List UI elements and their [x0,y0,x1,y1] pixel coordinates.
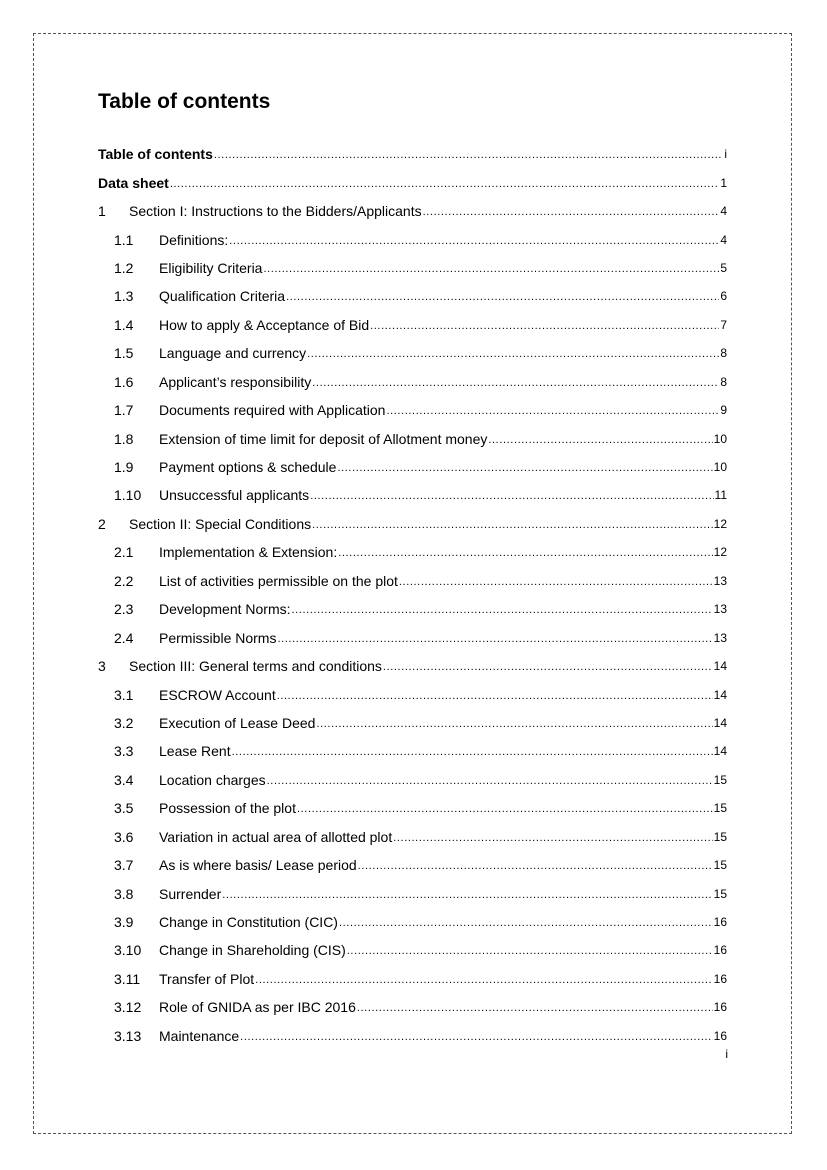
toc-entry[interactable] [98,936,727,964]
toc-dot-leader [229,232,719,248]
toc-entry-page: 13 [713,573,727,588]
toc-entry[interactable] [98,339,727,367]
toc-dot-leader [383,658,713,674]
toc-dot-leader [170,175,720,191]
toc-entry-number: 3.6 [114,828,134,845]
footer-page-number: i [725,1047,728,1061]
toc-entry[interactable] [98,908,727,936]
toc-dot-leader [240,1028,712,1044]
toc-entry-title: Unsuccessful applicants [159,487,310,504]
toc-entry-title: As is where basis/ Lease period [159,857,357,874]
toc-entry[interactable] [98,737,727,765]
toc-entry-title: Table of contents [98,146,213,163]
toc-dot-leader [277,630,712,646]
toc-entry[interactable] [98,1022,727,1050]
toc-entry-title: Section I: Instructions to the Bidders/Applicants [129,203,422,220]
toc-entry-title: Change in Shareholding (CIS) [159,942,346,959]
toc-entry-number: 3.5 [114,800,134,817]
toc-entry-title: Extension of time limit for deposit of Allotment money [159,430,488,447]
toc-entry-page: 13 [713,630,727,645]
toc-entry[interactable] [98,481,727,509]
toc-entry[interactable] [98,368,727,396]
toc-entry-title: Development Norms: [159,601,291,618]
toc-entry[interactable] [98,680,727,708]
toc-dot-leader [232,743,713,759]
toc-entry-title: Language and currency [159,345,307,362]
toc-entry-number: 1.8 [114,430,134,447]
toc-entry-number: 2.1 [114,544,134,561]
toc-entry-title: Qualification Criteria [159,288,286,305]
toc-entry-number: 1.2 [114,259,134,276]
toc-entry-page: 14 [713,744,727,759]
toc-entry-page: 15 [713,858,727,873]
toc-entry-number: 2.2 [114,572,134,589]
toc-dot-leader [310,487,713,503]
toc-entry[interactable] [98,538,727,566]
table-of-contents [98,140,727,1050]
toc-entry-page: 1 [720,175,727,190]
toc-entry-title: Payment options & schedule [159,459,337,476]
toc-dot-leader [222,886,712,902]
toc-entry-title: Surrender [159,885,222,902]
toc-entry-title: Permissible Norms [159,629,277,646]
toc-entry-number: 3 [98,658,106,675]
toc-entry[interactable] [98,794,727,822]
toc-entry-title: Documents required with Application [159,402,386,419]
toc-dot-leader [370,317,719,333]
toc-entry-number: 1 [98,203,106,220]
toc-dot-leader [255,971,712,987]
toc-entry-title: Implementation & Extension: [159,544,338,561]
toc-dot-leader [263,260,719,276]
toc-entry-title: Variation in actual area of allotted plot [159,828,393,845]
toc-entry-page: 14 [713,687,727,702]
toc-entry[interactable] [98,510,727,538]
toc-entry-page: 15 [713,829,727,844]
toc-dot-leader [337,459,712,475]
toc-entry[interactable] [98,254,727,282]
toc-dot-leader [297,800,713,816]
toc-entry-title: Change in Constitution (CIC) [159,914,338,931]
toc-entry[interactable] [98,140,727,168]
toc-entry-title: Section II: Special Conditions [129,515,312,532]
toc-entry-title: Section III: General terms and conditions [129,658,382,675]
toc-entry-page: i [724,147,727,162]
toc-entry-page: 4 [720,204,727,219]
toc-entry-number: 2.3 [114,601,134,618]
toc-dot-leader [347,942,713,958]
toc-entry-page: 15 [713,772,727,787]
toc-entry-page: 16 [713,971,727,986]
toc-entry[interactable] [98,851,727,879]
toc-entry-number: 1.5 [114,345,134,362]
toc-dot-leader [358,857,713,873]
toc-entry-number: 1.7 [114,402,134,419]
toc-dot-leader [488,431,712,447]
toc-entry-page: 5 [720,260,727,275]
toc-entry-page: 12 [713,516,727,531]
toc-entry-page: 6 [720,289,727,304]
toc-entry-page: 9 [720,403,727,418]
toc-entry-title: Definitions: [159,231,229,248]
toc-entry[interactable] [98,424,727,452]
toc-entry[interactable] [98,993,727,1021]
toc-entry-number: 3.7 [114,857,134,874]
toc-entry-number: 3.8 [114,885,134,902]
toc-entry-number: 3.12 [114,999,142,1016]
toc-entry-page: 8 [720,374,727,389]
toc-dot-leader [307,345,719,361]
toc-entry[interactable] [98,595,727,623]
toc-entry-title: List of activities permissible on the plot [159,572,398,589]
toc-entry-page: 15 [713,886,727,901]
toc-dot-leader [277,687,713,703]
toc-dot-leader [292,601,713,617]
toc-entry-number: 3.4 [114,771,134,788]
toc-entry[interactable] [98,168,727,196]
toc-entry[interactable] [98,709,727,737]
toc-dot-leader [393,829,712,845]
toc-entry-title: ESCROW Account [159,686,276,703]
toc-entry[interactable] [98,225,727,253]
toc-dot-leader [312,374,719,390]
toc-entry-page: 10 [713,460,727,475]
toc-dot-leader [338,544,712,560]
toc-dot-leader [423,203,720,219]
toc-dot-leader [386,402,719,418]
toc-entry-number: 1.1 [114,231,134,248]
toc-entry-number: 1.6 [114,373,134,390]
toc-entry-number: 3.13 [114,1027,142,1044]
toc-entry[interactable] [98,823,727,851]
toc-entry-number: 1.4 [114,316,134,333]
toc-entry-title: Role of GNIDA as per IBC 2016 [159,999,356,1016]
toc-entry-page: 10 [713,431,727,446]
toc-dot-leader [399,573,713,589]
toc-entry-page: 4 [720,232,727,247]
toc-entry-page: 8 [720,346,727,361]
toc-entry[interactable] [98,567,727,595]
toc-entry-title: Execution of Lease Deed [159,714,316,731]
toc-entry-title: Maintenance [159,1027,240,1044]
toc-entry[interactable] [98,396,727,424]
toc-entry-page: 16 [713,943,727,958]
toc-entry[interactable] [98,453,727,481]
toc-entry-number: 3.11 [114,970,141,987]
toc-entry[interactable] [98,652,727,680]
toc-entry-page: 15 [713,801,727,816]
toc-entry-number: 3.10 [114,942,142,959]
toc-entry-page: 13 [713,602,727,617]
toc-entry[interactable] [98,766,727,794]
toc-dot-leader [357,999,713,1015]
toc-entry-number: 1.3 [114,288,134,305]
toc-dot-leader [339,914,713,930]
toc-dot-leader [286,288,719,304]
toc-dot-leader [316,715,712,731]
toc-entry-number: 3.3 [114,743,134,760]
toc-entry[interactable] [98,282,727,310]
toc-entry-title: Location charges [159,771,266,788]
toc-entry-title: Data sheet [98,174,169,191]
toc-dot-leader [267,772,713,788]
toc-dot-leader [312,516,713,532]
toc-entry[interactable] [98,965,727,993]
toc-entry-title: Applicant’s responsibility [159,373,312,390]
toc-entry-page: 16 [713,915,727,930]
toc-entry-title: How to apply & Acceptance of Bid [159,316,370,333]
toc-entry-page: 7 [720,317,727,332]
page-title: Table of contents [98,90,271,113]
toc-dot-leader [214,146,723,162]
toc-entry-title: Possession of the plot [159,800,296,817]
toc-entry-page: 16 [713,1000,727,1015]
toc-entry-number: 2 [98,515,106,532]
toc-entry[interactable] [98,311,727,339]
toc-entry-page: 14 [713,715,727,730]
toc-entry-page: 11 [714,488,727,503]
toc-entry-title: Transfer of Plot [159,970,255,987]
toc-entry[interactable] [98,197,727,225]
toc-entry-number: 1.10 [114,487,142,504]
toc-entry-number: 3.1 [114,686,134,703]
toc-entry-page: 16 [713,1028,727,1043]
toc-entry-title: Lease Rent [159,743,231,760]
toc-entry-number: 1.9 [114,459,134,476]
toc-entry[interactable] [98,623,727,651]
toc-entry-number: 2.4 [114,629,134,646]
toc-entry-number: 3.2 [114,714,134,731]
toc-entry-number: 3.9 [114,914,134,931]
toc-entry-title: Eligibility Criteria [159,259,263,276]
toc-entry-page: 14 [713,659,727,674]
toc-entry[interactable] [98,879,727,907]
toc-entry-page: 12 [713,545,727,560]
